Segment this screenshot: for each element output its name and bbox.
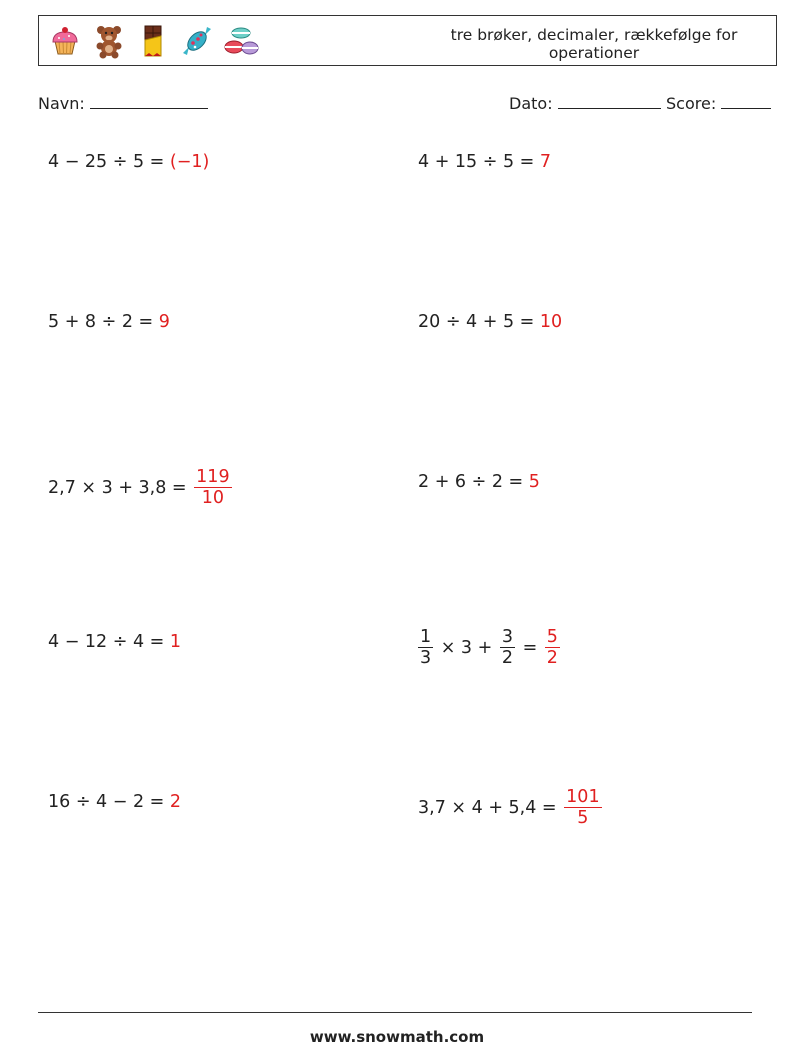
- problem-answer: 5: [528, 472, 540, 492]
- name-blank[interactable]: [90, 92, 208, 109]
- fraction-denominator: 2: [546, 648, 558, 668]
- problem-answer: 1: [169, 632, 182, 652]
- equals-sign: =: [517, 637, 543, 658]
- problem-8: [416, 627, 562, 668]
- problem-expression: 20 ÷ 4 + 5 =: [418, 312, 540, 332]
- problem-2: [418, 151, 551, 173]
- fraction-denominator: 2: [501, 648, 513, 668]
- worksheet-header: [38, 15, 777, 66]
- problem-3: [48, 311, 170, 333]
- problem-6: [418, 471, 540, 493]
- name-field: [38, 92, 208, 115]
- problem-1: [48, 151, 209, 173]
- footer-url[interactable]: www.snowmath.com: [309, 1028, 485, 1046]
- candy-icon: [179, 23, 215, 59]
- fraction-numerator: 119: [196, 467, 230, 487]
- footer-divider: [38, 1012, 752, 1013]
- answer-fraction: [564, 787, 601, 828]
- problem-expression: 4 + 15 ÷ 5 =: [418, 152, 540, 172]
- problem-expression: 16 ÷ 4 − 2 =: [48, 792, 170, 812]
- problem-answer: (−1): [169, 152, 210, 172]
- date-field: [509, 92, 661, 115]
- score-field: [666, 92, 771, 115]
- problem-answer: 7: [539, 152, 552, 172]
- problem-expression: 2,7 × 3 + 3,8 =: [48, 477, 193, 498]
- problem-7: [48, 631, 181, 653]
- teddy-bear-icon: [91, 23, 127, 59]
- score-label: Score:: [666, 94, 717, 113]
- worksheet-title: tre brøker, decimaler, rækkefølge for operationer: [450, 26, 738, 62]
- fraction-numerator: 3: [501, 627, 513, 647]
- problem-expression: 3,7 × 4 + 5,4 =: [418, 797, 563, 818]
- date-blank[interactable]: [558, 92, 661, 109]
- fraction-numerator: 1: [420, 627, 432, 647]
- problem-answer: 9: [158, 312, 170, 332]
- problem-expression: 4 − 12 ÷ 4 =: [48, 632, 170, 652]
- name-label: Navn:: [38, 94, 85, 113]
- problem-expression: 4 − 25 ÷ 5 =: [48, 152, 170, 172]
- fraction-denominator: 10: [201, 488, 225, 508]
- problem-expression: × 3 +: [435, 637, 498, 658]
- problem-expression: 5 + 8 ÷ 2 =: [48, 312, 159, 332]
- date-label: Dato:: [509, 94, 553, 113]
- answer-fraction: [194, 467, 231, 508]
- cupcake-icon: [47, 23, 83, 59]
- answer-fraction: [545, 627, 560, 668]
- macarons-icon: [223, 23, 259, 59]
- problem-answer: 10: [539, 312, 563, 332]
- problem-10: [418, 787, 604, 828]
- problem-9: [48, 791, 181, 813]
- problem-expression: 2 + 6 ÷ 2 =: [418, 472, 529, 492]
- fraction-numerator: 5: [546, 627, 558, 647]
- score-blank[interactable]: [721, 92, 771, 109]
- fraction-denominator: 5: [577, 808, 589, 828]
- fraction-numerator: 101: [566, 787, 600, 807]
- fraction-denominator: 3: [420, 648, 432, 668]
- chocolate-bar-icon: [135, 23, 171, 59]
- problem-4: [418, 311, 562, 333]
- problem-answer: 2: [169, 792, 182, 812]
- header-icons: [47, 23, 259, 59]
- operand-fraction: [418, 627, 433, 668]
- problem-5: [48, 467, 234, 508]
- operand-fraction: [500, 627, 515, 668]
